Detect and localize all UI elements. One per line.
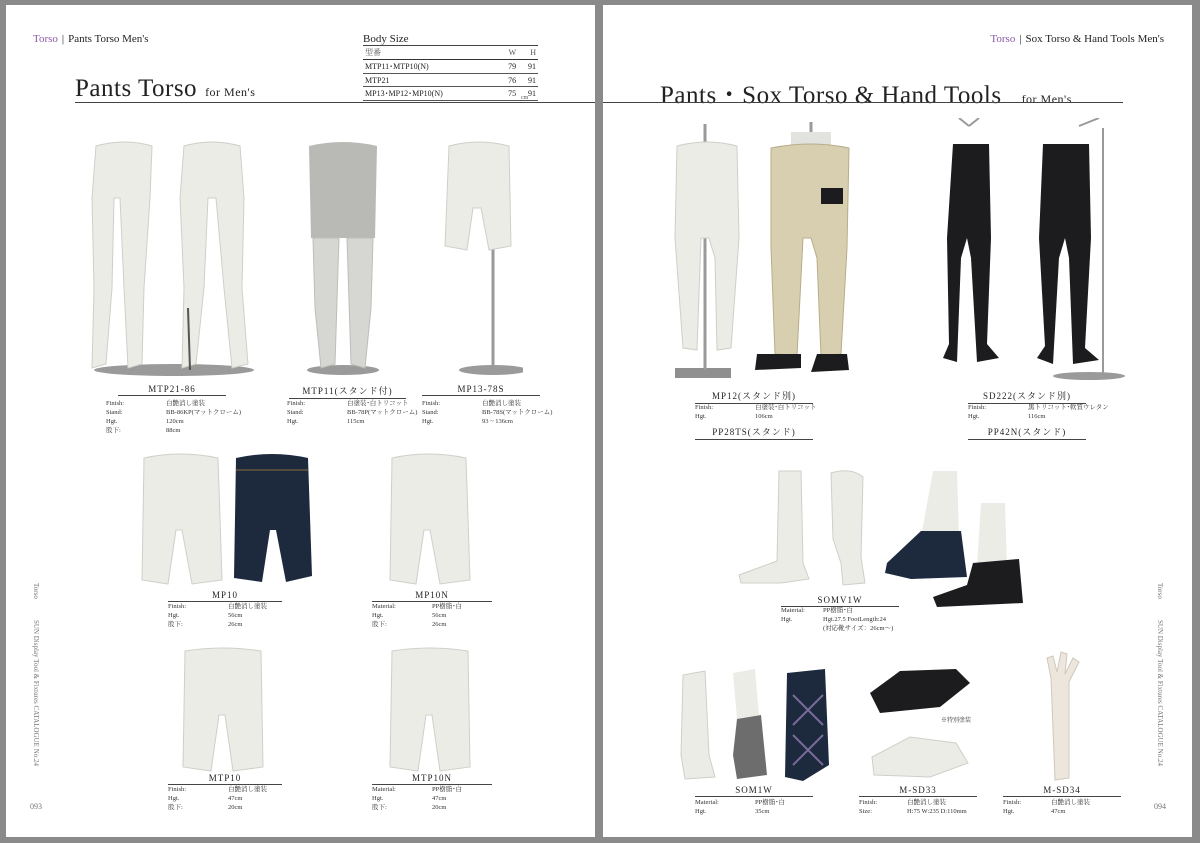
product-image-mp10n xyxy=(386,450,476,590)
page-header: Torso | Pants Torso Men's xyxy=(33,33,149,45)
product-image-mtp10 xyxy=(179,645,269,775)
product-specs: Finish: 白艶消し塗装 Stand: BB-78S(マットクローム) Hgt. 93 ~ 136cm xyxy=(422,400,553,425)
product-image-mp10 xyxy=(138,450,318,590)
product-image-mp13-78s xyxy=(443,138,523,378)
product-code: MTP11(スタンド付) xyxy=(289,384,406,399)
product-code: MP12(スタンド別) xyxy=(695,389,813,404)
product-code: SOM1W xyxy=(695,785,813,797)
title-subtitle: for Men's xyxy=(205,85,256,99)
product-specs: Finish: 白艶消し塗装 Hgt. 56cm 股下: 26cm xyxy=(168,603,267,628)
product-specs: Material: PP樹脂･白 Hgt. Hgt.27.5 FootLength:24 (対応靴サイズ：26cm～) xyxy=(781,607,894,632)
body-size-col-model: 型番 xyxy=(363,46,498,60)
product-code: MTP10N xyxy=(372,773,492,785)
table-row xyxy=(363,74,538,87)
product-code: MP13-78S xyxy=(422,384,540,396)
product-specs: Finish: 白艶消し塗装 Stand: BB-86KP(マットクローム) Hgt. 120cm 股下: 88cm xyxy=(106,400,242,434)
product-specs: Finish: 白艶消し塗装 Hgt. 47cm xyxy=(1003,799,1090,815)
product-specs: Finish: 白艶消し塗装 Size: H:75 W:235 D:110mm xyxy=(859,799,967,815)
product-image-mtp21-86 xyxy=(84,138,264,378)
body-size-table xyxy=(363,46,538,101)
table-cell: 91 xyxy=(518,60,538,74)
page-number: 093 xyxy=(30,802,42,811)
side-label: Torso xyxy=(1156,583,1164,599)
side-label: Torso xyxy=(32,583,40,599)
product-code: MTP10 xyxy=(168,773,282,785)
product-specs: Finish: 白艶消し塗装 Hgt. 47cm 股下: 20cm xyxy=(168,786,267,811)
table-cell: 91 xyxy=(518,74,538,87)
product-code: SOMV1W xyxy=(781,595,899,607)
page-title xyxy=(660,75,1072,111)
title-subtitle: for Men's xyxy=(1021,92,1072,106)
product-specs: Finish: 白塗装･白トリコット Hgt. 106cm xyxy=(695,404,817,420)
page-number: 094 xyxy=(1154,802,1166,811)
table-row xyxy=(363,87,538,101)
product-specs: Finish: 白塗装･白トリコット Stand: BB-78P(マットクローム) Hgt. 115cm xyxy=(287,400,418,425)
product-code: MP10N xyxy=(372,590,492,602)
product-image-m-sd34 xyxy=(1039,648,1089,783)
header-section: Sox Torso & Hand Tools Men's xyxy=(1025,33,1164,45)
title-rule xyxy=(603,102,1123,103)
product-image-mp12 xyxy=(671,118,851,380)
table-cell: 75 xyxy=(498,87,518,101)
product-code: PP28TS(スタンド) xyxy=(695,425,813,440)
table-cell: MTP11･MTP10(N) xyxy=(363,60,498,74)
title-text: Pants Torso xyxy=(75,75,198,102)
product-image-sd222 xyxy=(939,118,1129,380)
product-specs: Material: PP樹脂･白 Hgt. 56cm 股下: 26cm xyxy=(372,603,462,628)
side-catalog: SUN Display Tool & Fixtures CATALOGUE No.24 xyxy=(32,620,40,767)
table-cell: MTP21 xyxy=(363,74,498,87)
special-finish-note: ※特別塗装 xyxy=(941,718,972,724)
page-title xyxy=(75,75,255,103)
table-cell: 79 xyxy=(498,60,518,74)
table-cell: 76 xyxy=(498,74,518,87)
product-code: PP42N(スタンド) xyxy=(968,425,1086,440)
product-image-mtp10n xyxy=(386,645,476,775)
product-code: SD222(スタンド別) xyxy=(968,389,1086,404)
product-code: MP10 xyxy=(168,590,282,602)
table-row xyxy=(363,60,538,74)
page-header: Torso | Sox Torso & Hand Tools Men's xyxy=(990,33,1164,45)
product-specs: Finish: 黒トリコット･軟質ウレタン Hgt. 116cm xyxy=(968,404,1109,420)
product-code: M-SD34 xyxy=(1003,785,1121,797)
body-size-col-w: W xyxy=(498,46,518,60)
product-specs: Material: PP樹脂･白 Hgt. 47cm 股下: 20cm xyxy=(372,786,462,811)
product-code: M-SD33 xyxy=(859,785,977,797)
product-specs: Material: PP樹脂･白 Hgt. 35cm xyxy=(695,799,785,815)
right-page xyxy=(603,5,1192,837)
header-section: Pants Torso Men's xyxy=(68,33,149,45)
side-catalog: SUN Display Tool & Fixtures CATALOGUE No.24 xyxy=(1156,620,1164,767)
product-code: MTP21-86 xyxy=(118,384,226,396)
header-category[interactable]: Torso xyxy=(990,33,1016,45)
header-category[interactable]: Torso xyxy=(33,33,58,45)
body-size-unit: cm xyxy=(521,95,529,101)
body-size-title: Body Size xyxy=(363,33,409,45)
table-cell: MP13･MP12･MP10(N) xyxy=(363,87,498,101)
product-image-mtp11 xyxy=(303,138,383,378)
body-size-col-h: H xyxy=(518,46,538,60)
title-rule xyxy=(75,102,595,103)
product-image-som1w xyxy=(675,665,835,785)
title-text: Pants・Sox Torso & Hand Tools xyxy=(660,82,1002,109)
product-image-m-sd33 xyxy=(860,663,980,785)
table-cell: 91 xyxy=(518,87,538,101)
left-page xyxy=(6,5,595,837)
